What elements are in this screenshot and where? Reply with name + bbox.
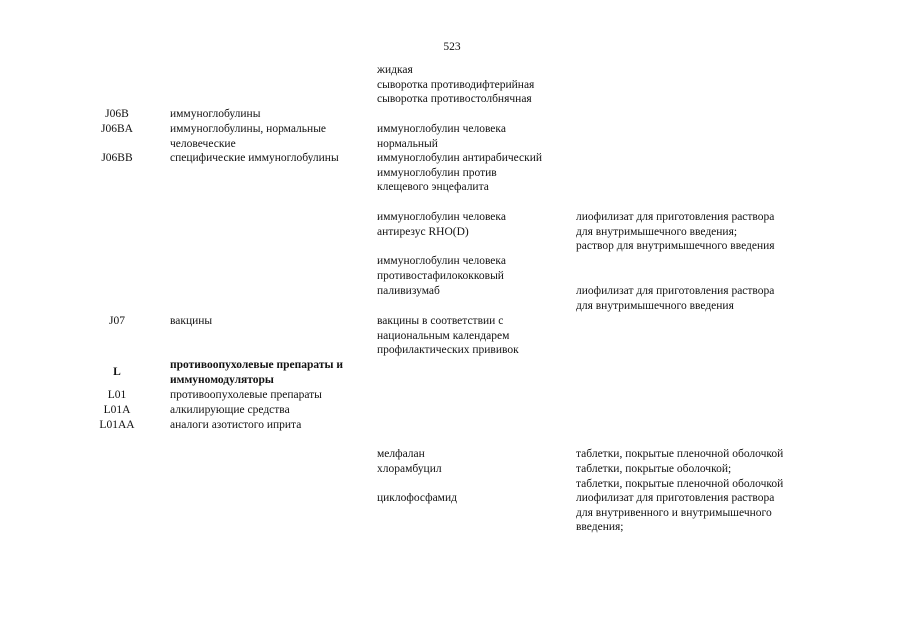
group-name: аналоги азотистого иприта xyxy=(170,419,302,431)
atc-code: L xyxy=(113,366,121,378)
drug-name: жидкая сыворотка противодифтерийная сыворотка противостолбнячная xyxy=(377,64,535,106)
drug-name: паливизумаб xyxy=(377,285,440,297)
group-name: вакцины xyxy=(170,315,213,327)
dosage-form: лиофилизат для приготовления раствора для внутримышечного введения xyxy=(576,285,775,312)
atc-code: L01 xyxy=(107,389,127,401)
drug-name: иммуноглобулин человека антирезус RHO(D) xyxy=(377,211,506,238)
dosage-form: таблетки, покрытые пленочной оболочкой xyxy=(576,448,784,460)
group-name: противоопухолевые препараты xyxy=(170,389,322,401)
group-name: алкилирующие средства xyxy=(170,404,290,416)
group-name: противоопухолевые препараты и иммуномодуляторы xyxy=(170,359,344,386)
dosage-form: лиофилизат для приготовления раствора для внутривенного и внутримышечного введения; xyxy=(576,492,775,534)
dosage-form: таблетки, покрытые оболочкой; таблетки, покрытые пленочной оболочкой xyxy=(576,463,784,490)
drug-name: иммуноглобулин человека противостафилококковый xyxy=(377,255,506,282)
group-name: специфические иммуноглобулины xyxy=(170,152,339,164)
atc-code: J06B xyxy=(105,108,129,120)
page-number: 523 xyxy=(443,41,461,53)
atc-code: J06BB xyxy=(101,152,133,164)
group-name: иммуноглобулины xyxy=(170,108,261,120)
drug-name: циклофосфамид xyxy=(377,492,457,504)
drug-name: иммуноглобулин антирабический иммуноглобулин против клещевого энцефалита xyxy=(377,152,543,194)
drug-name: мелфалан xyxy=(377,448,425,460)
atc-code: L01A xyxy=(103,404,131,416)
drug-name: вакцины в соответствии с национальным календарем профилактических прививок xyxy=(377,315,519,357)
drug-name: иммуноглобулин человека нормальный xyxy=(377,123,506,150)
dosage-form: лиофилизат для приготовления раствора для внутримышечного введения; раствор для внутримышечного введения xyxy=(576,211,775,253)
group-name: иммуноглобулины, нормальные человеческие xyxy=(170,123,327,150)
atc-code: J07 xyxy=(109,315,125,327)
atc-code: L01AA xyxy=(99,419,135,431)
drug-name: хлорамбуцил xyxy=(377,463,442,475)
atc-code: J06BA xyxy=(101,123,133,135)
